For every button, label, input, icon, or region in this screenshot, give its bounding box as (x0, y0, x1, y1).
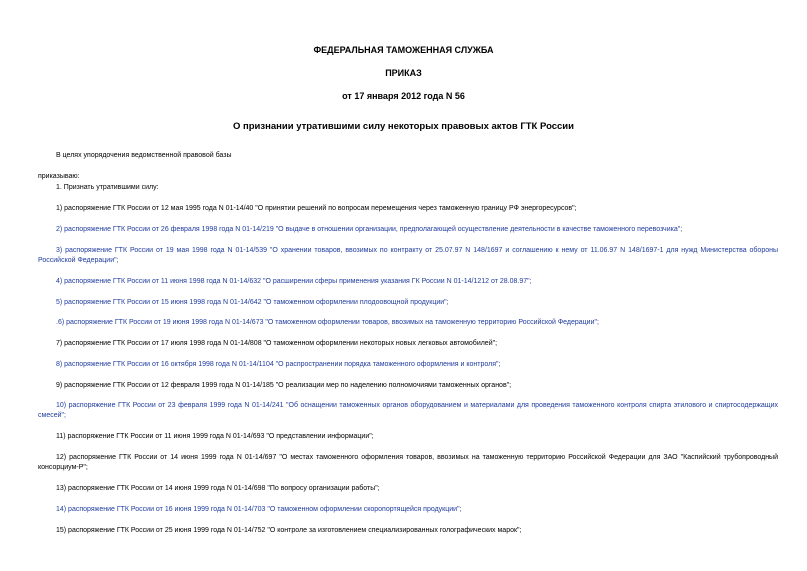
list-item[interactable]: .6) распоряжение ГТК России от 19 июня 1998 года N 01-14/673 "О таможенном оформлении товаров, ввозимых на таможенную территорию Российской Федерации"; (56, 319, 599, 326)
list-item: 1) распоряжение ГТК России от 12 мая 1995 года N 01-14/40 "О принятии решений по вопросам перемещения через таможенную границу РФ энергоресурсов"; (56, 205, 577, 212)
document-title: О признании утратившими силу некоторых правовых актов ГТК России (232, 121, 574, 132)
list-item[interactable]: 8) распоряжение ГТК России от 16 октября 1998 года N 01-14/1104 "О распространении порядка таможенного оформления и контроля"; (56, 361, 501, 368)
list-item: 13) распоряжение ГТК России от 14 июня 1999 года N 01-14/698 "По вопросу организации работы"; (56, 485, 380, 492)
list-item: 7) распоряжение ГТК России от 17 июля 1998 года N 01-14/808 "О таможенном оформлении некоторых новых легковых автомобилей"; (56, 340, 498, 347)
list-item[interactable]: 4) распоряжение ГТК России от 11 июня 1998 года N 01-14/632 "О расширении сферы применения указания ГК России N 01-14/1212 от 28.08.97"; (56, 278, 532, 285)
list-item: 15) распоряжение ГТК России от 25 июня 1999 года N 01-14/752 "О контроле за изготовлением специализированных голографических марок"; (56, 527, 522, 534)
list-item[interactable]: 14) распоряжение ГТК России от 16 июня 1999 года N 01-14/703 "О таможенном оформлении скоропортящейся продукции"; (56, 506, 462, 513)
agency-heading: ФЕДЕРАЛЬНАЯ ТАМОЖЕННАЯ СЛУЖБА (313, 45, 494, 55)
list-item: 12) распоряжение ГТК России от 14 июня 1999 года N 01-14/697 "О местах таможенного оформления товаров, ввозимых на таможенную территорию Российской Федерации для ЗАО "Каспийский трубопроводный консорциум-Р"; (38, 454, 778, 471)
point-1: 1. Признать утратившими силу: (56, 184, 159, 191)
date-number-heading: от 17 января 2012 года N 56 (342, 91, 465, 101)
doc-type-heading: ПРИКАЗ (385, 68, 422, 78)
list-item[interactable]: 2) распоряжение ГТК России от 26 февраля 1998 года N 01-14/219 "О выдаче в отношении организации, предполагающей осуществление деятельности в качестве таможенного перевозчика"; (56, 226, 683, 233)
intro-paragraph: В целях упорядочения ведомственной правовой базы (56, 152, 232, 159)
list-item[interactable]: 5) распоряжение ГТК России от 15 июня 1998 года N 01-14/642 "О таможенном оформлении плодоовощной продукции"; (56, 299, 449, 306)
list-item[interactable]: 10) распоряжение ГТК России от 23 февраля 1999 года N 01-14/241 "Об оснащении таможенных органов оборудованием и материалами для проведения таможенного контроля спирта этилового и спиртосодержащих смесей"; (38, 402, 778, 419)
order-word: приказываю: (38, 173, 80, 180)
list-item[interactable]: 3) распоряжение ГТК России от 19 мая 1998 года N 01-14/539 "О хранении товаров, ввозимых по контракту от 25.07.97 N 148/1697 и соглашению к нему от 11.06.97 N 148/1697-1 для нужд Министерства обороны Российской Федерации"; (38, 247, 778, 264)
list-item: 9) распоряжение ГТК России от 12 февраля 1999 года N 01-14/185 "О реализации мер по наделению полномочиями таможенных органов"; (56, 382, 512, 389)
list-item: 11) распоряжение ГТК России от 11 июня 1999 года N 01-14/693 "О представлении информации"; (56, 433, 374, 440)
